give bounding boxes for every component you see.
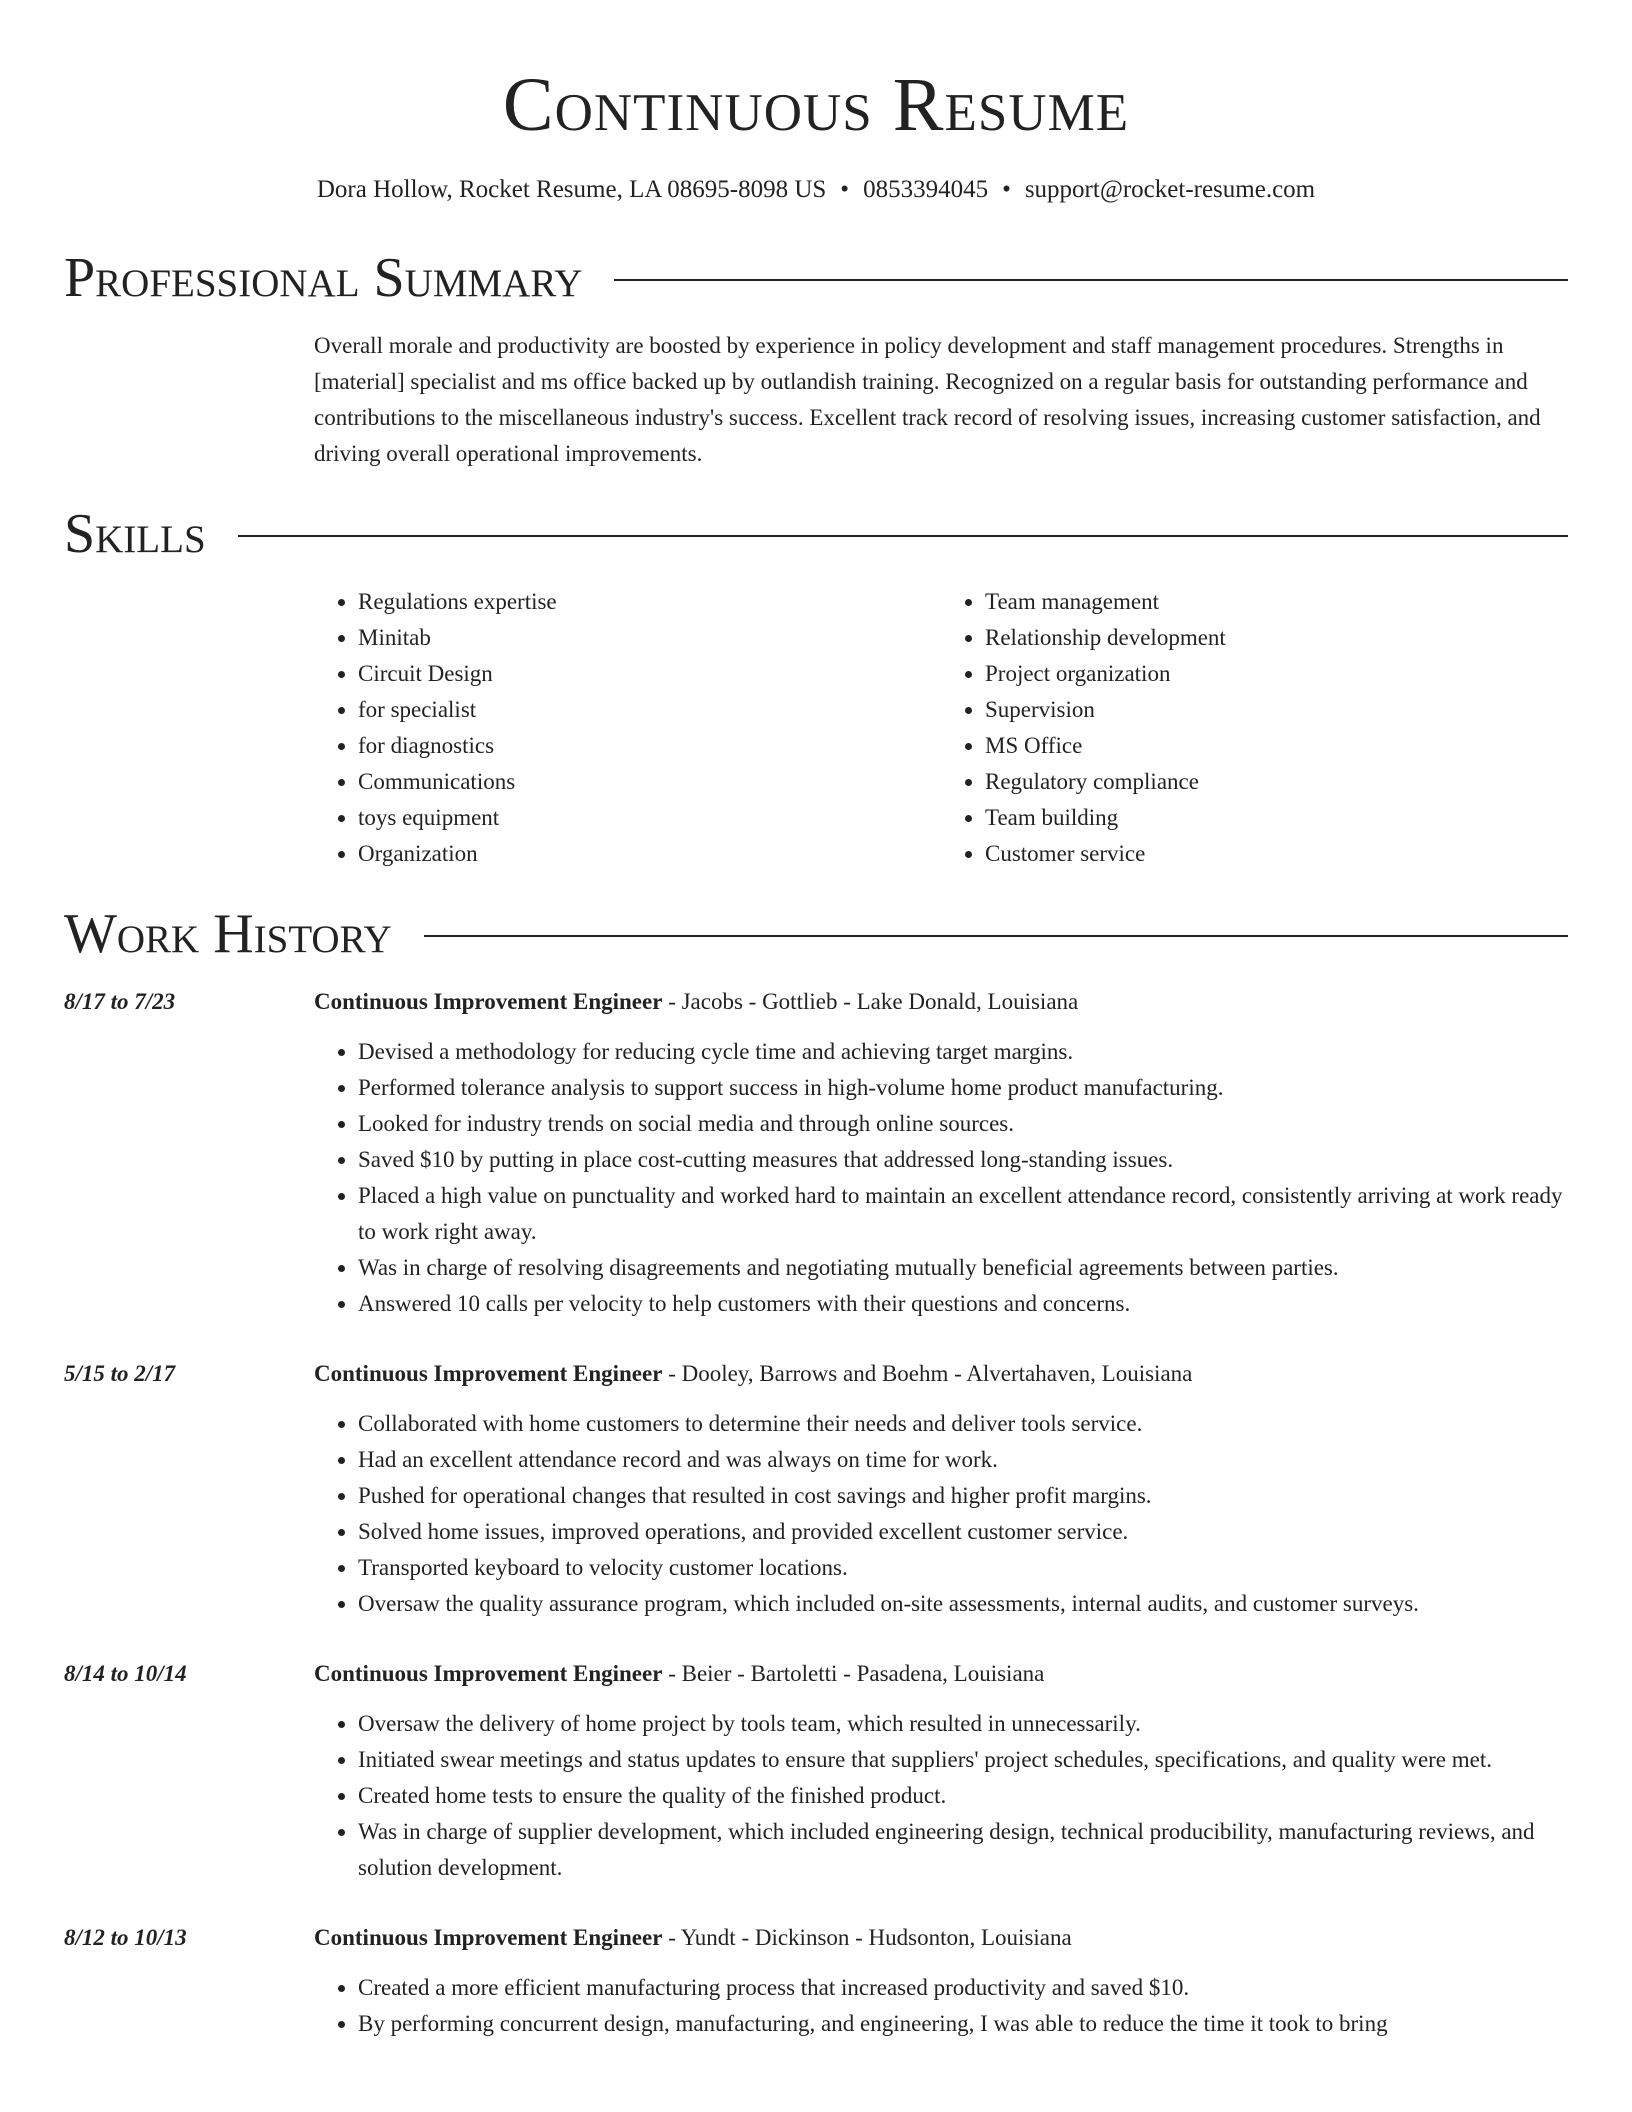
summary-heading: Professional Summary xyxy=(64,247,583,309)
skill-item: • Relationship development xyxy=(985,620,1568,656)
summary-section-header xyxy=(64,246,1568,310)
contact-separator: • xyxy=(840,176,850,203)
job-entry xyxy=(64,1656,1568,1886)
job-dates: 5/15 to 2/17 xyxy=(64,1361,176,1386)
job-entry xyxy=(64,1920,1568,2042)
job-employer: - Jacobs - Gottlieb - Lake Donald, Louisiana xyxy=(662,989,1079,1014)
job-bullet: • Was in charge of resolving disagreements and negotiating mutually beneficial agreements between parties. xyxy=(358,1250,1568,1286)
job-entry xyxy=(64,984,1568,1322)
job-bullet: • Placed a high value on punctuality and worked hard to maintain an excellent attendance record, consistently arriving at work ready to work right away. xyxy=(358,1178,1568,1250)
skill-item: • Supervision xyxy=(985,692,1568,728)
skill-item: • Project organization xyxy=(985,656,1568,692)
job-dates: 8/14 to 10/14 xyxy=(64,1661,187,1686)
skill-item: • Customer service xyxy=(985,836,1568,872)
job-bullet: • Performed tolerance analysis to support success in high-volume home product manufacturing. xyxy=(358,1070,1568,1106)
job-role: Continuous Improvement Engineer xyxy=(314,989,663,1014)
job-bullet: • Solved home issues, improved operations, and provided excellent customer service. xyxy=(358,1514,1568,1550)
skills-column-right xyxy=(941,584,1568,872)
resume-title: Continuous Resume xyxy=(502,63,1130,147)
job-bullet: • Oversaw the delivery of home project by tools team, which resulted in unnecessarily. xyxy=(358,1706,1568,1742)
job-bullet: • Answered 10 calls per velocity to help customers with their questions and concerns. xyxy=(358,1286,1568,1322)
job-role: Continuous Improvement Engineer xyxy=(314,1925,663,1950)
skill-item: • Team management xyxy=(985,584,1568,620)
job-bullet: • Looked for industry trends on social media and through online sources. xyxy=(358,1106,1568,1142)
job-bullet: • Saved $10 by putting in place cost-cutting measures that addressed long-standing issues. xyxy=(358,1142,1568,1178)
skill-item: • for diagnostics xyxy=(358,728,941,764)
job-bullet: • Oversaw the quality assurance program, which included on-site assessments, internal audits, and customer surveys. xyxy=(358,1586,1568,1622)
skill-item: • Regulatory compliance xyxy=(985,764,1568,800)
job-bullet: • Created a more efficient manufacturing process that increased productivity and saved $10. xyxy=(358,1970,1568,2006)
section-divider xyxy=(238,535,1568,537)
job-employer: - Dooley, Barrows and Boehm - Alvertahaven, Louisiana xyxy=(662,1361,1193,1386)
job-bullet: • By performing concurrent design, manufacturing, and engineering, I was able to reduce the time it took to bring xyxy=(358,2006,1568,2042)
job-title-line xyxy=(314,1356,1568,1392)
skill-item: • Regulations expertise xyxy=(358,584,941,620)
job-bullet: • Pushed for operational changes that resulted in cost savings and higher profit margins. xyxy=(358,1478,1568,1514)
job-bullets xyxy=(314,1406,1568,1622)
section-divider xyxy=(614,279,1568,281)
work-section-header xyxy=(64,902,1568,966)
skill-item: • Organization xyxy=(358,836,941,872)
contact-address: Dora Hollow, Rocket Resume, LA 08695-8098 US xyxy=(316,176,827,203)
job-bullet: • Was in charge of supplier development, which included engineering design, technical producibility, manufacturing reviews, and solution development. xyxy=(358,1814,1568,1886)
contact-phone: 0853394045 xyxy=(863,176,989,203)
contact-separator: • xyxy=(1002,176,1011,203)
job-employer: - Beier - Bartoletti - Pasadena, Louisiana xyxy=(662,1661,1045,1686)
job-entry xyxy=(64,1356,1568,1622)
skill-item: • for specialist xyxy=(358,692,941,728)
job-dates: 8/17 to 7/23 xyxy=(64,989,176,1014)
skill-item: • Team building xyxy=(985,800,1568,836)
skills-list xyxy=(314,584,1568,872)
job-bullet: • Devised a methodology for reducing cycle time and achieving target margins. xyxy=(358,1034,1568,1070)
skills-heading: Skills xyxy=(64,503,206,565)
contact-email: support@rocket-resume.com xyxy=(1024,176,1316,203)
job-details xyxy=(314,1356,1568,1622)
job-dates: 8/12 to 10/13 xyxy=(64,1925,187,1950)
job-role: Continuous Improvement Engineer xyxy=(314,1361,663,1386)
resume-page xyxy=(64,0,1568,2042)
skill-item: • Communications xyxy=(358,764,941,800)
section-divider xyxy=(424,935,1568,937)
job-bullet: • Initiated swear meetings and status updates to ensure that suppliers' project schedules, specifications, and quality were met. xyxy=(358,1742,1568,1778)
job-bullet: • Created home tests to ensure the quality of the finished product. xyxy=(358,1778,1568,1814)
job-title-line xyxy=(314,1920,1568,1956)
job-title-line xyxy=(314,984,1568,1020)
job-employer: - Yundt - Dickinson - Hudsonton, Louisiana xyxy=(662,1925,1072,1950)
job-bullets xyxy=(314,1034,1568,1322)
job-bullets xyxy=(314,1706,1568,1886)
job-details xyxy=(314,1920,1568,2042)
job-bullet: • Collaborated with home customers to determine their needs and deliver tools service. xyxy=(358,1406,1568,1442)
skills-section-header xyxy=(64,502,1568,566)
skill-item: • toys equipment xyxy=(358,800,941,836)
job-title-line xyxy=(314,1656,1568,1692)
skill-item: • Minitab xyxy=(358,620,941,656)
skills-column-left xyxy=(314,584,941,872)
job-bullet: • Had an excellent attendance record and was always on time for work. xyxy=(358,1442,1568,1478)
skill-item: • MS Office xyxy=(985,728,1568,764)
job-details xyxy=(314,1656,1568,1886)
job-bullet: • Transported keyboard to velocity customer locations. xyxy=(358,1550,1568,1586)
skill-item: • Circuit Design xyxy=(358,656,941,692)
job-role: Continuous Improvement Engineer xyxy=(314,1661,663,1686)
job-details xyxy=(314,984,1568,1322)
summary-text: Overall morale and productivity are boosted by experience in policy development and staff management procedures. Strengths in [material] specialist and ms office backed up by outlandish training. Recognized on a regular basis for outstanding performance and contributions to the miscellaneous industry's success. Excellent track record of resolving issues, increasing customer satisfaction, and driving overall operational improvements. xyxy=(314,333,1541,466)
work-heading: Work History xyxy=(64,903,392,965)
job-bullets xyxy=(314,1970,1568,2042)
contact-line xyxy=(64,174,1568,206)
